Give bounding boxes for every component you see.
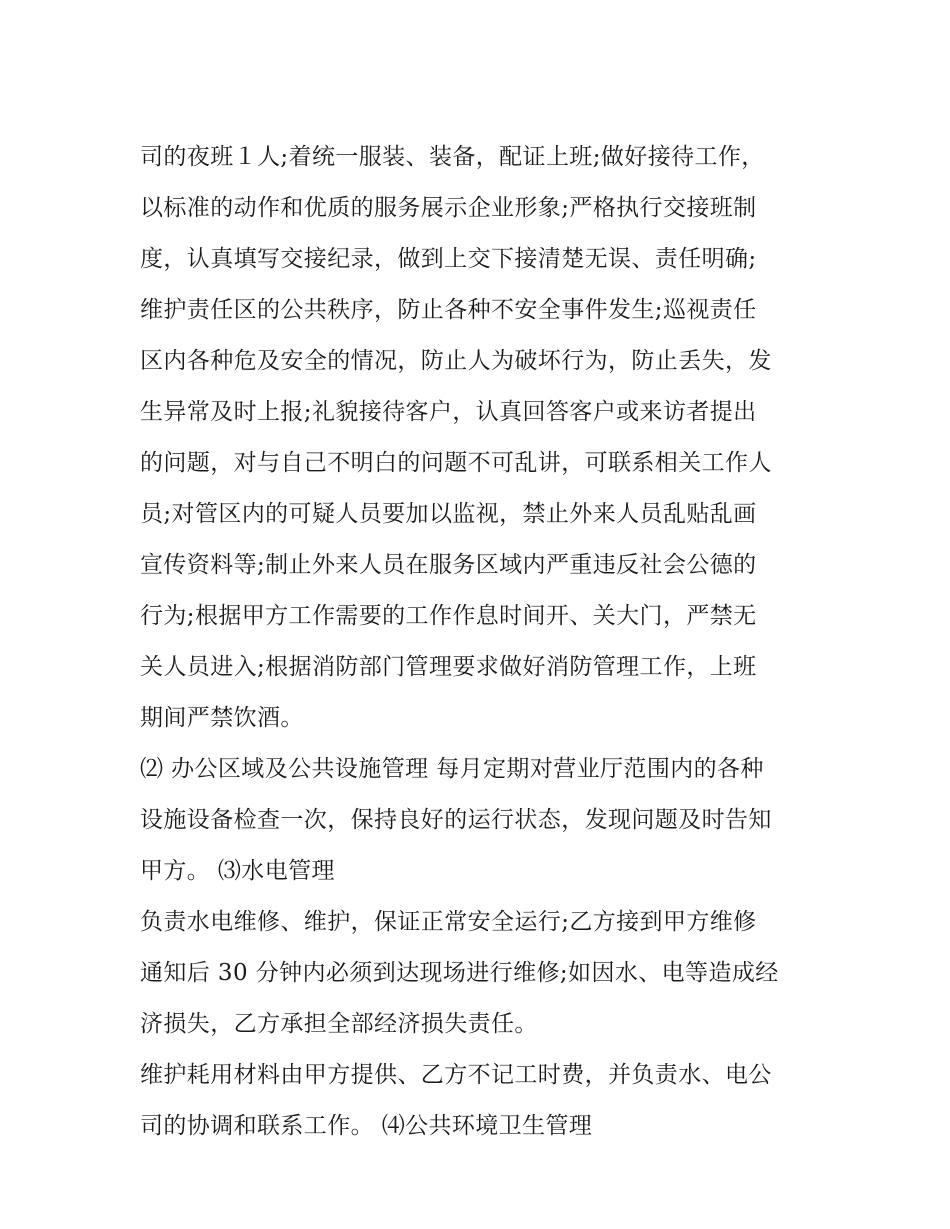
text-line: 期间严禁饮酒。 bbox=[140, 705, 304, 731]
text-line: 维护责任区的公共秩序，防止各种不安全事件发生;巡视责任 bbox=[140, 297, 757, 323]
text-line: 甲方。 ⑶水电管理 bbox=[140, 858, 335, 884]
text-line: 设施设备检查一次，保持良好的运行状态，发现问题及时告知 bbox=[140, 807, 772, 833]
text-line: 宣传资料等;制止外来人员在服务区域内严重违反社会公德的 bbox=[140, 552, 757, 578]
text-line: 司的协调和联系工作。 ⑷公共环境卫生管理 bbox=[140, 1113, 593, 1139]
text-line: 关人员进入;根据消防部门管理要求做好消防管理工作，上班 bbox=[140, 654, 757, 680]
text-line: 度，认真填写交接纪录，做到上交下接清楚无误、责任明确; bbox=[140, 246, 757, 272]
text-line: 司的夜班１人;着统一服装、装备，配证上班;做好接待工作， bbox=[140, 144, 765, 170]
text-line: 以标准的动作和优质的服务展示企业形象;严格执行交接班制 bbox=[140, 195, 757, 221]
text-line: 行为;根据甲方工作需要的工作作息时间开、关大门，严禁无 bbox=[140, 603, 757, 629]
text-line: ⑵ 办公区域及公共设施管理 每月定期对营业厅范围内的各种 bbox=[140, 756, 764, 782]
text-line: 维护耗用材料由甲方提供、乙方不记工时费，并负责水、电公 bbox=[140, 1062, 772, 1088]
text-line: 济损失，乙方承担全部经济损失责任。 bbox=[140, 1011, 538, 1037]
text-line: 员;对管区内的可疑人员要加以监视，禁止外来人员乱贴乱画 bbox=[140, 501, 757, 527]
text-line: 生异常及时上报;礼貌接待客户，认真回答客户或来访者提出 bbox=[140, 399, 757, 425]
text-line: 通知后 30 分钟内必须到达现场进行维修;如因水、电等造成经 bbox=[140, 960, 779, 986]
text-line: 负责水电维修、维护，保证正常安全运行;乙方接到甲方维修 bbox=[140, 909, 757, 935]
text-line: 区内各种危及安全的情况，防止人为破坏行为，防止丢失，发 bbox=[140, 348, 772, 374]
text-line: 的问题，对与自己不明白的问题不可乱讲，可联系相关工作人 bbox=[140, 450, 772, 476]
